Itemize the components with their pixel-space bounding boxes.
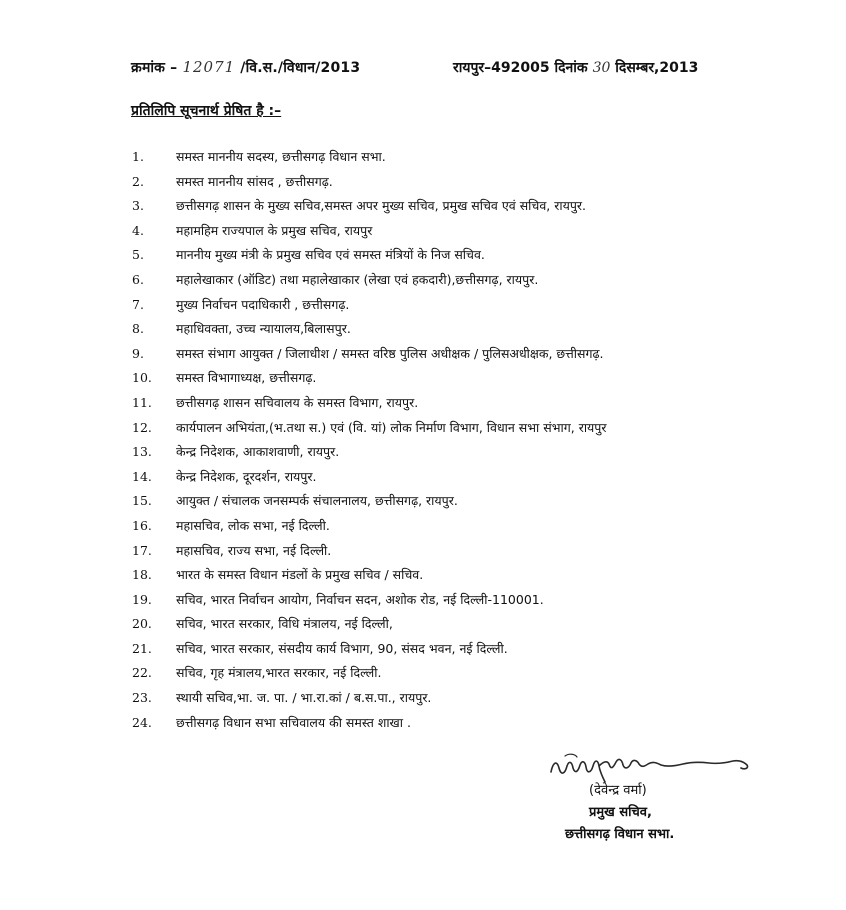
item-text: सचिव, भारत निर्वाचन आयोग, निर्वाचन सदन, अशोक रोड, नई दिल्ली-110001. xyxy=(176,591,544,607)
reference-suffix: /वि.स./विधान/2013 xyxy=(240,60,361,76)
list-item xyxy=(0,539,846,564)
item-number: 3. xyxy=(132,198,144,214)
item-text: समस्त माननीय सांसद , छत्तीसगढ़. xyxy=(176,173,333,189)
list-item xyxy=(0,219,846,244)
signatory-organization: छत्तीसगढ़ विधान सभा. xyxy=(565,827,675,842)
item-number: 23. xyxy=(132,690,152,706)
list-item xyxy=(0,612,846,637)
item-text: छत्तीसगढ़ शासन सचिवालय के समस्त विभाग, रायपुर. xyxy=(176,394,419,410)
item-number: 17. xyxy=(132,542,152,558)
list-item xyxy=(0,391,846,416)
place-and-date xyxy=(453,58,698,77)
copy-forwarded-heading: प्रतिलिपि सूचनार्थ प्रेषित है :– xyxy=(131,103,282,119)
list-item xyxy=(0,465,846,490)
item-text: छत्तीसगढ़ शासन के मुख्य सचिव,समस्त अपर मुख्य सचिव, प्रमुख सचिव एवं सचिव, रायपुर. xyxy=(176,198,587,214)
item-text: समस्त संभाग आयुक्त / जिलाधीश / समस्त वरिष्ठ पुलिस अधीक्षक / पुलिसअधीक्षक, छत्तीसगढ़. xyxy=(176,345,604,361)
reference-number xyxy=(131,58,360,77)
item-number: 7. xyxy=(132,296,144,312)
item-number: 15. xyxy=(132,493,152,509)
list-item xyxy=(0,293,846,318)
list-item xyxy=(0,588,846,613)
item-text: कार्यपालन अभियंता,(भ.तथा स.) एवं (वि. यां) लोक निर्माण विभाग, विधान सभा संभाग, रायपुर xyxy=(176,419,607,435)
item-number: 9. xyxy=(132,345,144,361)
item-number: 11. xyxy=(132,394,152,410)
list-item xyxy=(0,342,846,367)
list-item xyxy=(0,317,846,342)
item-number: 6. xyxy=(132,271,144,287)
recipient-list xyxy=(0,145,846,735)
place-label: रायपुर–492005 दिनांक xyxy=(453,60,588,76)
item-number: 8. xyxy=(132,321,144,337)
list-item xyxy=(0,145,846,170)
list-item xyxy=(0,563,846,588)
reference-prefix: क्रमांक – xyxy=(131,60,178,76)
item-number: 5. xyxy=(132,247,144,263)
item-text: स्थायी सचिव,भा. ज. पा. / भा.रा.कां / ब.स.पा., रायपुर. xyxy=(176,690,432,706)
item-text: महासचिव, राज्य सभा, नई दिल्ली. xyxy=(176,542,332,558)
item-text: माननीय मुख्य मंत्री के प्रमुख सचिव एवं समस्त मंत्रियों के निज सचिव. xyxy=(176,247,485,263)
item-number: 21. xyxy=(132,640,152,656)
item-number: 16. xyxy=(132,517,152,533)
list-item xyxy=(0,661,846,686)
item-text: समस्त विभागाध्यक्ष, छत्तीसगढ़. xyxy=(176,370,317,386)
item-text: समस्त माननीय सदस्य, छत्तीसगढ़ विधान सभा. xyxy=(176,149,386,164)
list-item xyxy=(0,489,846,514)
list-item xyxy=(0,440,846,465)
item-text: आयुक्त / संचालक जनसम्पर्क संचालनालय, छत्तीसगढ़, रायपुर. xyxy=(176,493,458,509)
item-text: भारत के समस्त विधान मंडलों के प्रमुख सचिव / सचिव. xyxy=(176,567,424,583)
signatory-block xyxy=(545,780,765,846)
list-item xyxy=(0,366,846,391)
list-item xyxy=(0,243,846,268)
list-item xyxy=(0,514,846,539)
date-month-year: दिसम्बर,2013 xyxy=(615,60,699,76)
item-number: 22. xyxy=(132,665,152,681)
item-text: सचिव, गृह मंत्रालय,भारत सरकार, नई दिल्ली. xyxy=(176,665,382,681)
item-text: सचिव, भारत सरकार, संसदीय कार्य विभाग, 90, संसद भवन, नई दिल्ली. xyxy=(176,640,508,656)
item-number: 19. xyxy=(132,591,152,607)
item-text: महाधिवक्ता, उच्च न्यायालय,बिलासपुर. xyxy=(176,321,351,337)
item-text: महासचिव, लोक सभा, नई दिल्ली. xyxy=(176,517,330,533)
item-number: 10. xyxy=(132,370,152,386)
item-text: केन्द्र निदेशक, दूरदर्शन, रायपुर. xyxy=(176,468,317,484)
item-text: महामहिम राज्यपाल के प्रमुख सचिव, रायपुर xyxy=(176,222,373,238)
item-number: 14. xyxy=(132,468,152,484)
list-item xyxy=(0,170,846,195)
list-item xyxy=(0,268,846,293)
list-item xyxy=(0,194,846,219)
item-number: 2. xyxy=(132,173,144,189)
item-text: केन्द्र निदेशक, आकाशवाणी, रायपुर. xyxy=(176,444,340,460)
signatory-name: (देवेन्द्र वर्मा) xyxy=(589,783,647,798)
item-text: छत्तीसगढ़ विधान सभा सचिवालय की समस्त शाखा . xyxy=(176,714,411,730)
handwritten-date-day: 30 xyxy=(592,60,611,76)
item-number: 13. xyxy=(132,444,152,460)
item-text: सचिव, भारत सरकार, विधि मंत्रालय, नई दिल्ली, xyxy=(176,616,393,632)
item-text: महालेखाकार (ऑडिट) तथा महालेखाकार (लेखा एवं हकदारी),छत्तीसगढ़, रायपुर. xyxy=(176,271,539,287)
item-number: 18. xyxy=(132,567,152,583)
item-number: 1. xyxy=(132,149,144,164)
list-item xyxy=(0,637,846,662)
item-number: 4. xyxy=(132,222,144,238)
item-text: मुख्य निर्वाचन पदाधिकारी , छत्तीसगढ़. xyxy=(176,296,350,312)
item-number: 24. xyxy=(132,714,152,730)
item-number: 12. xyxy=(132,419,152,435)
item-number: 20. xyxy=(132,616,152,632)
list-item xyxy=(0,686,846,711)
handwritten-reference-number: 12071 xyxy=(182,58,236,76)
signatory-designation: प्रमुख सचिव, xyxy=(589,805,652,820)
list-item xyxy=(0,416,846,441)
list-item xyxy=(0,711,846,736)
